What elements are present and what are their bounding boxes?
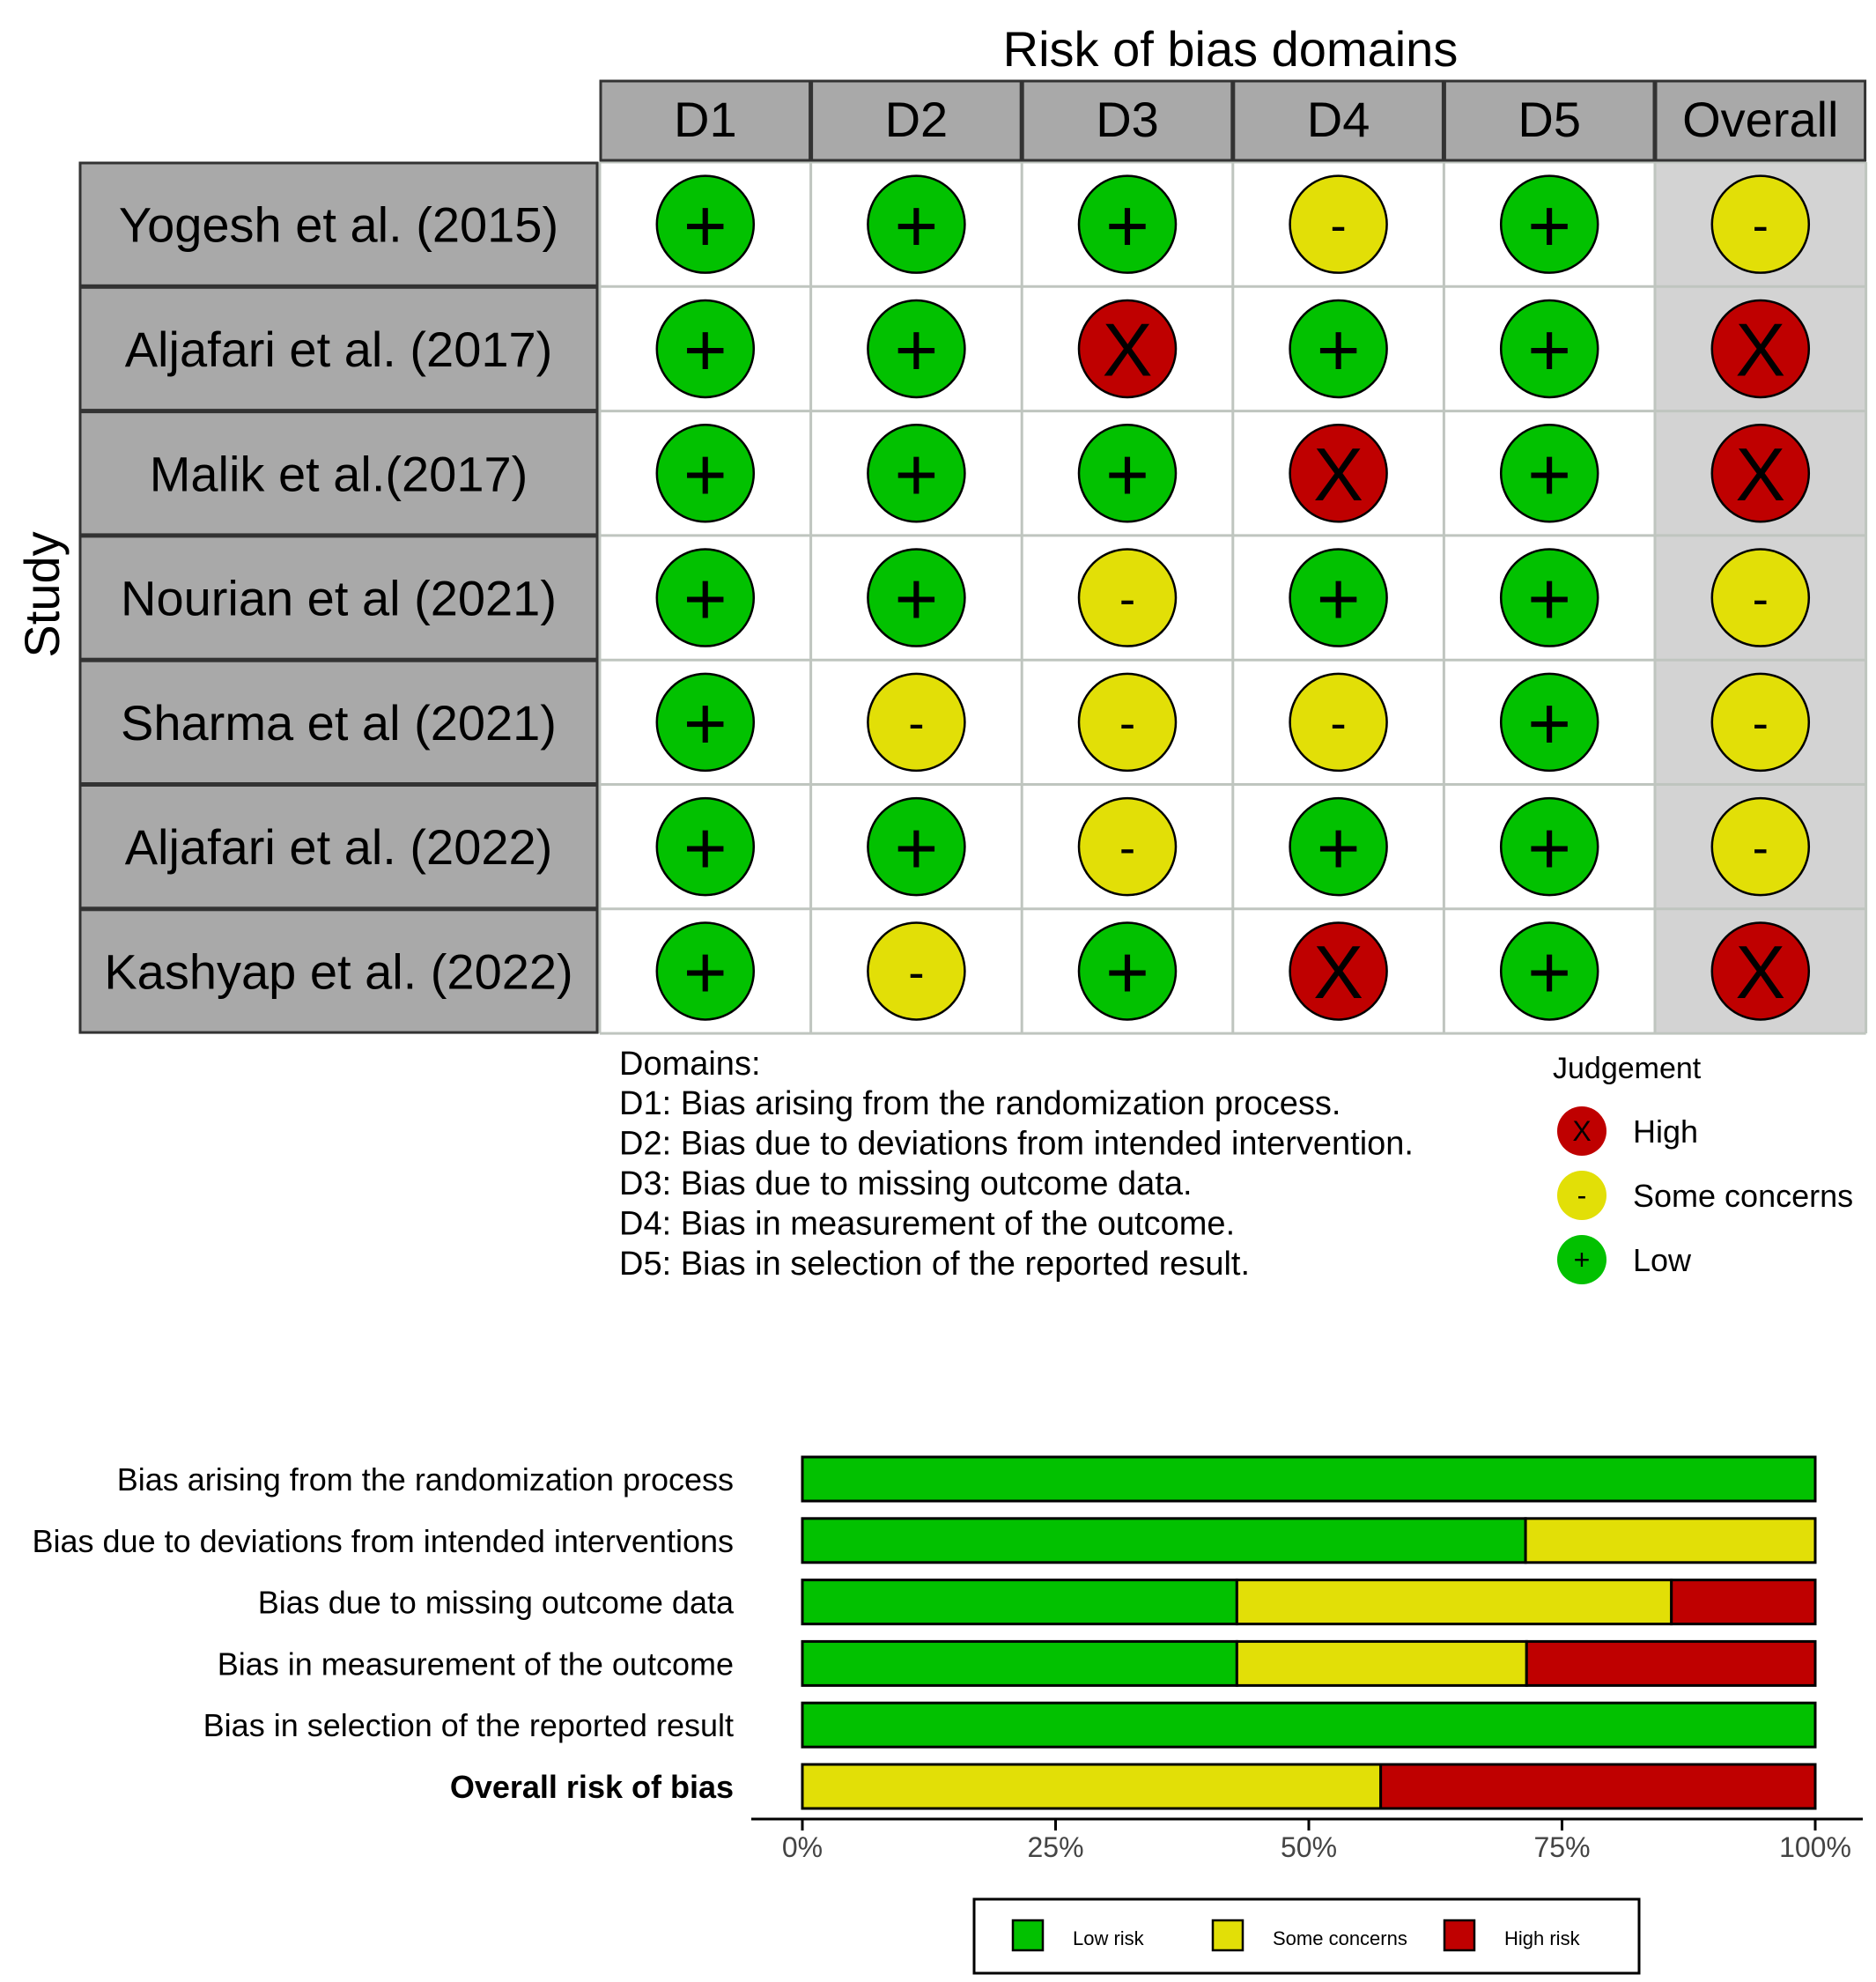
judgement-overall-symbol: X [1735, 308, 1786, 393]
bar-row-bias-in-selection-of-the-reported-result [203, 1703, 1815, 1747]
study-row-aljafari-et-al-2022 [80, 786, 1809, 908]
judgement-d3 [1079, 550, 1176, 647]
judgement-d4-symbol: + [1316, 558, 1361, 642]
bar-segment-low-risk [802, 1703, 1815, 1747]
bar-row-overall-risk-of-bias [450, 1764, 1815, 1808]
judgement-d5-symbol: + [1527, 308, 1572, 393]
bar-segment-high-risk [1381, 1764, 1815, 1808]
judgement-d5-symbol: + [1527, 806, 1572, 891]
bar-segment-low-risk [802, 1641, 1237, 1685]
judgement-d1-symbol: + [683, 184, 728, 269]
judgement-d5 [1501, 798, 1598, 895]
judgement-d3 [1079, 176, 1176, 273]
judgement-d2-symbol: + [894, 433, 939, 517]
judgement-d2 [868, 922, 964, 1019]
judgement-d2-symbol: + [894, 308, 939, 393]
judgement-d2 [868, 425, 964, 521]
judgement-d2 [868, 674, 964, 771]
judgement-d5 [1501, 922, 1598, 1019]
domain-headers [601, 81, 1865, 160]
judgement-overall [1712, 674, 1809, 771]
judgement-d2 [868, 550, 964, 647]
judgement-d1 [657, 425, 754, 521]
study-row-malik-et-al-2017 [80, 412, 1809, 535]
study-axis-label: Study [14, 531, 70, 658]
header-label-d4: D4 [1306, 92, 1370, 147]
judgement-d5 [1501, 176, 1598, 273]
judgement-d5 [1501, 425, 1598, 521]
judgement-legend-item-low [1557, 1235, 1692, 1284]
judgement-d2 [868, 798, 964, 895]
judgement-d3-symbol: - [1119, 819, 1136, 875]
judgement-d1 [657, 798, 754, 895]
judgement-d2-symbol: + [894, 558, 939, 642]
judgement-d4-symbol: - [1330, 695, 1347, 751]
bar-row-bias-due-to-deviations-from-intended-interventions [33, 1519, 1815, 1563]
x-tick-label: 75% [1533, 1831, 1591, 1863]
judgement-d4 [1290, 425, 1387, 521]
judgement-d2-symbol: + [894, 806, 939, 891]
judgement-d4-symbol: X [1313, 931, 1364, 1016]
judgement-d5-symbol: + [1527, 931, 1572, 1016]
study-label: Aljafari et al. (2022) [124, 819, 553, 876]
judgement-d1 [657, 674, 754, 771]
judgement-d3 [1079, 425, 1176, 521]
judgement-d1-symbol: + [683, 558, 728, 642]
judgement-d2-symbol: + [894, 184, 939, 269]
study-row-nourian-et-al-2021 [80, 536, 1809, 659]
legend-label: High [1633, 1113, 1699, 1150]
judgement-d1-symbol: + [683, 433, 728, 517]
judgement-d1-symbol: + [683, 931, 728, 1016]
judgement-d3 [1079, 798, 1176, 895]
judgement-d1-symbol: + [683, 806, 728, 891]
bar-segment-high-risk [1526, 1641, 1815, 1685]
judgement-legend [1553, 1052, 1853, 1284]
judgement-d1 [657, 550, 754, 647]
x-tick-label: 100% [1779, 1831, 1851, 1863]
judgement-legend-item-high [1557, 1106, 1698, 1156]
bar-segment-low-risk [802, 1519, 1525, 1563]
bar-category-label: Bias in measurement of the outcome [217, 1646, 734, 1682]
summary-legend [974, 1899, 1639, 1973]
header-label-d1: D1 [674, 92, 737, 147]
study-row-kashyap-et-al-2022 [80, 910, 1809, 1032]
judgement-d5-symbol: + [1527, 184, 1572, 269]
judgement-d1-symbol: + [683, 308, 728, 393]
study-label: Kashyap et al. (2022) [104, 943, 573, 1000]
bar-category-label: Bias due to missing outcome data [257, 1584, 734, 1621]
judgement-d3-symbol: - [1119, 571, 1136, 626]
judgement-overall [1712, 425, 1809, 521]
bar-segment-some-concerns [1237, 1641, 1526, 1685]
bar-segment-low-risk [802, 1457, 1815, 1501]
judgement-overall-symbol: X [1735, 433, 1786, 517]
judgement-d5 [1501, 550, 1598, 647]
summary-x-axis [751, 1819, 1863, 1863]
judgement-d2-symbol: - [908, 695, 925, 751]
header-label-d3: D3 [1096, 92, 1159, 147]
traffic-light-grid [600, 162, 1866, 1033]
judgement-d5 [1501, 300, 1598, 397]
judgement-d3-symbol: X [1102, 308, 1153, 393]
judgement-d3-symbol: + [1105, 184, 1149, 269]
judgement-d5-symbol: + [1527, 682, 1572, 766]
summary-legend-swatch [1444, 1920, 1474, 1950]
judgement-d5-symbol: + [1527, 433, 1572, 517]
bar-segment-some-concerns [1237, 1580, 1671, 1624]
judgement-legend-item-some-concerns [1557, 1171, 1853, 1220]
study-rows [80, 163, 1809, 1032]
x-tick-label: 50% [1280, 1831, 1338, 1863]
bar-row-bias-due-to-missing-outcome-data [258, 1580, 1815, 1624]
judgement-d4-symbol: + [1316, 308, 1361, 393]
judgement-d1-symbol: + [683, 682, 728, 766]
study-label: Nourian et al (2021) [121, 570, 557, 626]
header-label-d5: D5 [1518, 92, 1581, 147]
bar-segment-some-concerns [802, 1764, 1381, 1808]
judgement-overall [1712, 550, 1809, 647]
judgement-overall-symbol: X [1735, 931, 1786, 1016]
judgement-overall-symbol: - [1752, 197, 1769, 253]
legend-label: Low [1633, 1242, 1692, 1278]
judgement-d2 [868, 176, 964, 273]
judgement-d3-symbol: - [1119, 695, 1136, 751]
judgement-d1 [657, 922, 754, 1019]
judgement-d4-symbol: + [1316, 806, 1361, 891]
judgement-d5-symbol: + [1527, 558, 1572, 642]
judgement-overall [1712, 922, 1809, 1019]
judgement-overall [1712, 300, 1809, 397]
legend-symbol: - [1577, 1180, 1587, 1211]
bar-category-label: Bias arising from the randomization process [116, 1461, 734, 1498]
summary-legend-label: Some concerns [1273, 1927, 1407, 1949]
judgement-d4-symbol: X [1313, 433, 1364, 517]
bar-segment-some-concerns [1525, 1519, 1815, 1563]
judgement-d2-symbol: - [908, 944, 925, 1000]
summary-legend-swatch [1013, 1920, 1043, 1950]
domain-note-3: D3: Bias due to missing outcome data. [619, 1165, 1193, 1202]
judgement-d4 [1290, 300, 1387, 397]
study-label: Aljafari et al. (2017) [124, 321, 553, 377]
bar-category-label: Overall risk of bias [449, 1769, 734, 1805]
study-row-aljafari-et-al-2017 [80, 287, 1809, 410]
traffic-light-title: Risk of bias domains [1002, 21, 1459, 77]
header-label-d2: D2 [884, 92, 949, 147]
study-label: Yogesh et al. (2015) [118, 196, 559, 253]
summary-legend-swatch [1213, 1920, 1243, 1950]
judgement-d3 [1079, 674, 1176, 771]
judgement-d3 [1079, 922, 1176, 1019]
domain-note-1: D1: Bias arising from the randomization process. [619, 1085, 1341, 1122]
judgement-d4 [1290, 550, 1387, 647]
judgement-d3-symbol: + [1105, 931, 1149, 1016]
domain-note-2: D2: Bias due to deviations from intended intervention. [619, 1125, 1414, 1163]
judgement-d1 [657, 176, 754, 273]
judgement-overall [1712, 176, 1809, 273]
judgement-overall [1712, 798, 1809, 895]
domain-note-5: D5: Bias in selection of the reported result. [619, 1246, 1251, 1283]
judgement-d2 [868, 300, 964, 397]
x-tick-label: 0% [781, 1831, 824, 1863]
judgement-d4 [1290, 176, 1387, 273]
judgement-d4 [1290, 922, 1387, 1019]
judgement-legend-title: Judgement [1553, 1052, 1702, 1085]
judgement-overall-symbol: - [1752, 819, 1769, 875]
domain-note-4: D4: Bias in measurement of the outcome. [619, 1205, 1236, 1243]
domain-notes [619, 1046, 1414, 1283]
legend-label: Some concerns [1633, 1178, 1854, 1214]
bar-segment-high-risk [1672, 1580, 1815, 1624]
study-label: Malik et al.(2017) [149, 446, 528, 502]
summary-legend-label: High risk [1504, 1927, 1580, 1949]
judgement-d3 [1079, 300, 1176, 397]
legend-symbol: + [1573, 1244, 1591, 1276]
study-row-yogesh-et-al-2015 [80, 163, 1809, 285]
legend-symbol: X [1572, 1115, 1592, 1147]
judgement-d1 [657, 300, 754, 397]
study-label: Sharma et al (2021) [121, 694, 557, 751]
judgement-overall-symbol: - [1752, 571, 1769, 626]
bar-segment-low-risk [802, 1580, 1237, 1624]
summary-legend-label: Low risk [1073, 1927, 1144, 1949]
study-row-sharma-et-al-2021 [80, 661, 1809, 783]
bar-category-label: Bias due to deviations from intended interventions [32, 1522, 734, 1559]
bar-category-label: Bias in selection of the reported result [203, 1707, 734, 1744]
header-label-overall: Overall [1682, 92, 1839, 147]
x-tick-label: 25% [1027, 1831, 1084, 1863]
judgement-d5 [1501, 674, 1598, 771]
judgement-d4 [1290, 798, 1387, 895]
domains-title: Domains: [619, 1046, 761, 1083]
bar-row-bias-in-measurement-of-the-outcome [218, 1641, 1815, 1685]
bar-row-bias-arising-from-the-randomization-process [117, 1457, 1815, 1501]
judgement-overall-symbol: - [1752, 695, 1769, 751]
summary-bar-chart [33, 1457, 1815, 1808]
judgement-d3-symbol: + [1105, 433, 1149, 517]
judgement-d4-symbol: - [1330, 197, 1347, 253]
judgement-d4 [1290, 674, 1387, 771]
